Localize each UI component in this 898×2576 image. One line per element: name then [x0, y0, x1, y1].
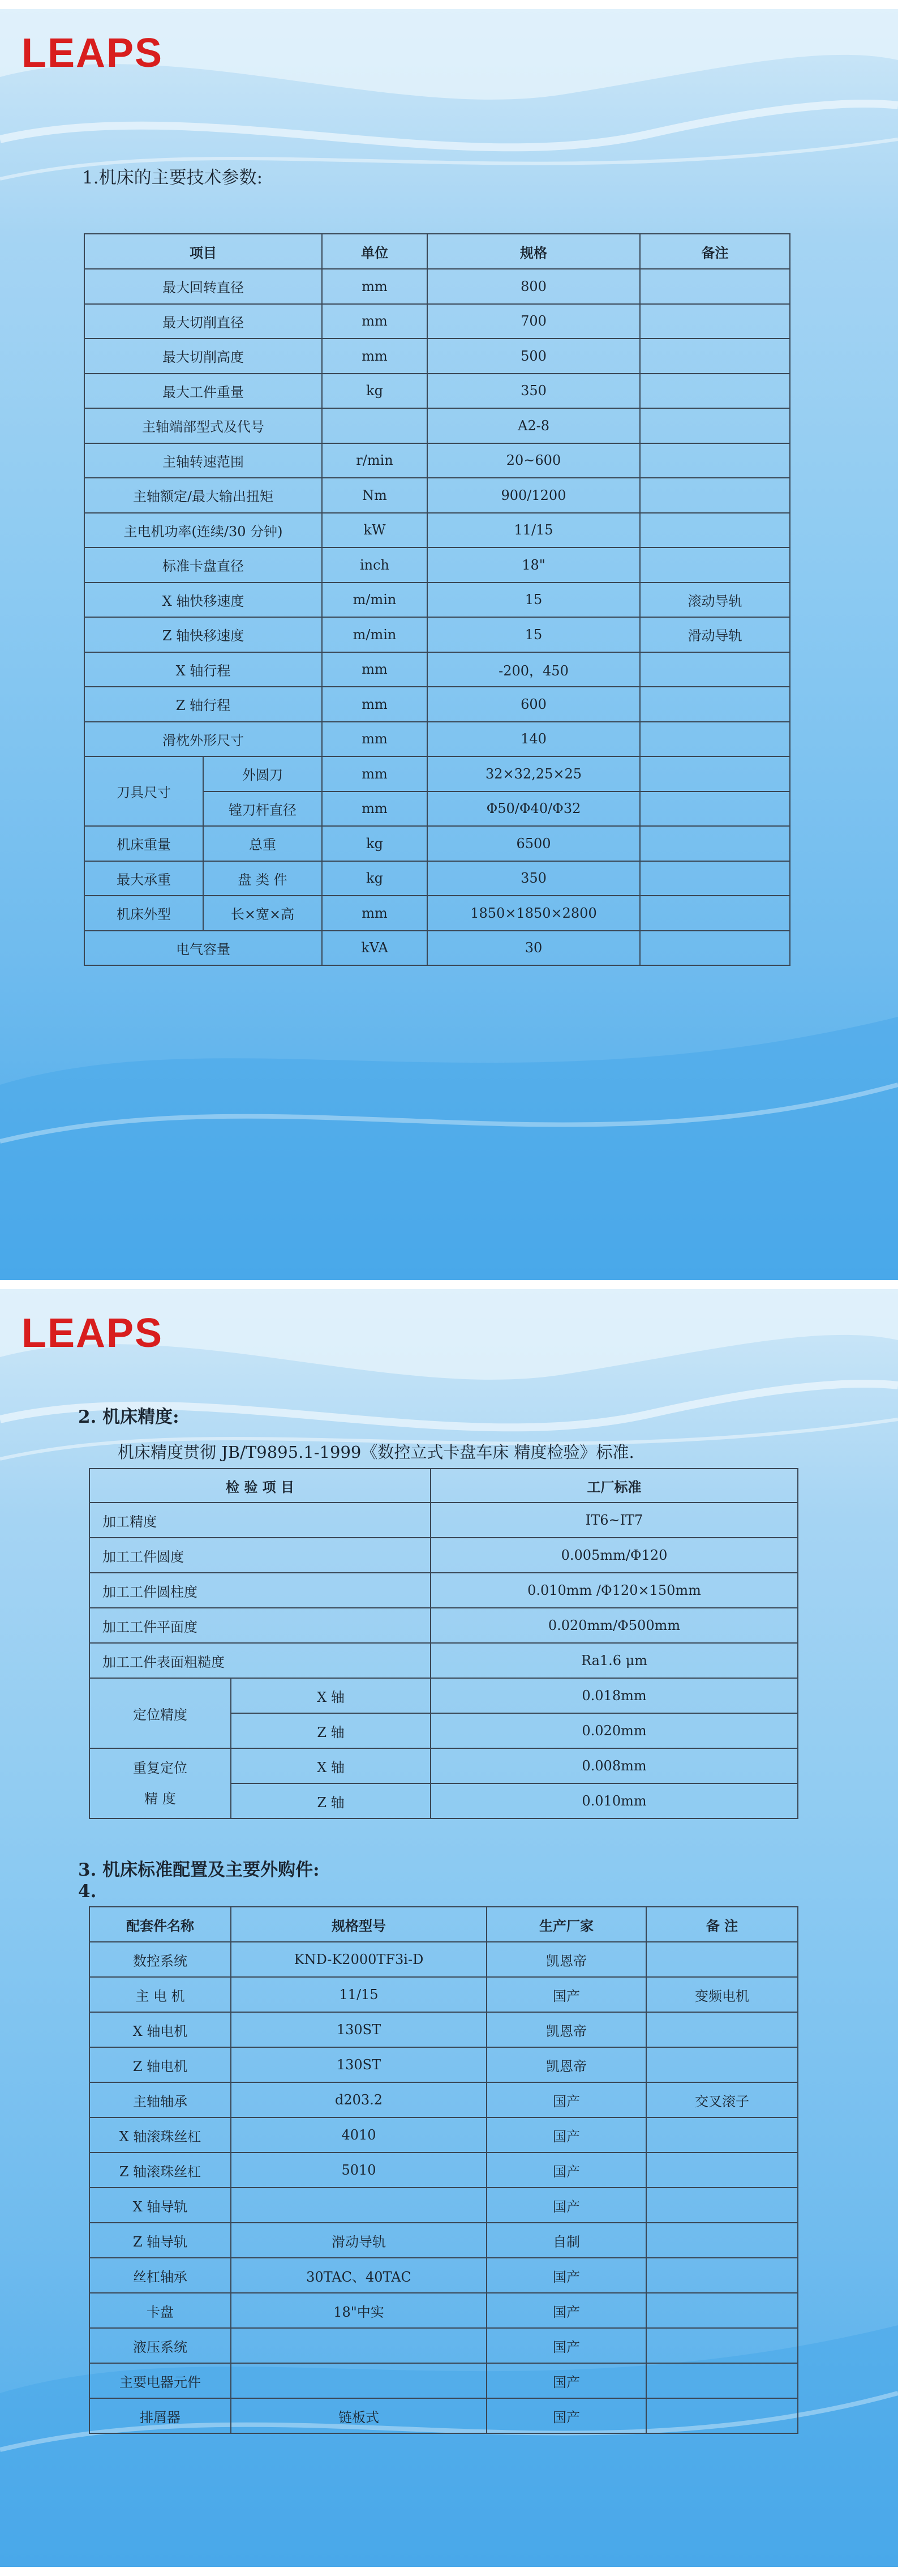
unit-cell: kg: [322, 374, 427, 409]
table-row: [89, 2012, 798, 2047]
part-name-cell: 主要电器元件: [89, 2363, 231, 2398]
item-cell: 滑枕外形尺寸: [84, 722, 322, 757]
standard-cell: 0.018mm: [431, 1678, 798, 1713]
unit-cell: inch: [322, 547, 427, 583]
unit-cell: kW: [322, 513, 427, 548]
remark-cell: [646, 2153, 798, 2188]
axis-cell: X 轴: [231, 1748, 431, 1783]
spec-cell: 600: [427, 687, 640, 722]
part-name-cell: X 轴导轨: [89, 2188, 231, 2223]
inspection-item-cell: 加工精度: [89, 1503, 431, 1538]
unit-cell: mm: [322, 339, 427, 374]
table-row: [84, 408, 790, 443]
item-cell: 最大切削高度: [84, 339, 322, 374]
standard-cell: 0.005mm/Φ120: [431, 1538, 798, 1573]
unit-cell: r/min: [322, 443, 427, 478]
accuracy-table: [89, 1468, 798, 1819]
sub-item-cell: 盘 类 件: [203, 861, 322, 896]
spec-cell: 11/15: [427, 513, 640, 548]
part-name-cell: Z 轴电机: [89, 2047, 231, 2082]
standard-cell: 0.020mm: [431, 1713, 798, 1748]
leaps-logo: [22, 31, 180, 76]
header-factory-standard: 工厂标准: [431, 1469, 798, 1503]
model-cell: 11/15: [231, 1977, 487, 2012]
spec-cell: 30: [427, 931, 640, 966]
part-name-cell: 数控系统: [89, 1942, 231, 1977]
spec-table: [84, 233, 790, 966]
table-row: [89, 1643, 798, 1678]
item-cell: 最大切削直径: [84, 304, 322, 339]
unit-cell: [322, 408, 427, 443]
remark-cell: [640, 547, 790, 583]
header-inspection-item: 检 验 项 目: [89, 1469, 431, 1503]
remark-cell: [646, 2012, 798, 2047]
spec-cell: -200，450: [427, 652, 640, 687]
table-row: [89, 2293, 798, 2328]
table-row: [84, 722, 790, 757]
remark-cell: 滑动导轨: [640, 617, 790, 652]
leaps-logo: [22, 1311, 180, 1356]
sub-item-cell: 总重: [203, 826, 322, 861]
svg-text:LEAPS: LEAPS: [22, 31, 164, 76]
table-row: [89, 2082, 798, 2117]
table-row: [89, 2398, 798, 2433]
unit-cell: mm: [322, 896, 427, 931]
section1-title: 1.机床的主要技术参数:: [82, 168, 263, 188]
item-cell: 最大工件重量: [84, 374, 322, 409]
repeat-label-line-2: 精 度: [144, 1791, 176, 1807]
model-cell: 4010: [231, 2117, 487, 2153]
remark-cell: [640, 931, 790, 966]
spec-cell: 1850×1850×2800: [427, 896, 640, 931]
standard-cell: 0.008mm: [431, 1748, 798, 1783]
remark-cell: 滚动导轨: [640, 583, 790, 618]
manufacturer-cell: 国产: [487, 2328, 646, 2363]
model-cell: d203.2: [231, 2082, 487, 2117]
part-name-cell: 丝杠轴承: [89, 2258, 231, 2293]
unit-cell: kVA: [322, 931, 427, 966]
item-cell: 机床重量: [84, 826, 203, 861]
part-name-cell: 卡盘: [89, 2293, 231, 2328]
unit-cell: mm: [322, 756, 427, 791]
component-table: [89, 1906, 798, 2434]
remark-cell: [640, 374, 790, 409]
section3-title: 3. 机床标准配置及主要外购件:: [78, 1860, 320, 1880]
item-cell: 主轴转速范围: [84, 443, 322, 478]
inspection-item-cell: 加工工件圆度: [89, 1538, 431, 1573]
unit-cell: mm: [322, 791, 427, 827]
standard-cell: 0.020mm/Φ500mm: [431, 1608, 798, 1643]
table-row: [89, 2117, 798, 2153]
model-cell: [231, 2328, 487, 2363]
unit-cell: mm: [322, 722, 427, 757]
table-row: [84, 583, 790, 618]
positioning-accuracy-label: 定位精度: [89, 1678, 231, 1748]
table-row: [84, 687, 790, 722]
item-cell: 最大回转直径: [84, 269, 322, 304]
unit-cell: Nm: [322, 478, 427, 513]
remark-cell: [640, 652, 790, 687]
item-cell: Z 轴快移速度: [84, 617, 322, 652]
part-name-cell: 主轴轴承: [89, 2082, 231, 2117]
manufacturer-cell: 国产: [487, 2293, 646, 2328]
header-spec: 规格: [427, 234, 640, 269]
table-row: [84, 304, 790, 339]
remark-cell: [640, 861, 790, 896]
header-item: 项目: [84, 234, 322, 269]
tool-size-label: 刀具尺寸: [84, 756, 203, 826]
remark-cell: [640, 443, 790, 478]
table-row: [89, 1977, 798, 2012]
table-row: [89, 1748, 798, 1783]
table-row: [89, 1538, 798, 1573]
remark-cell: 变频电机: [646, 1977, 798, 2012]
item-cell: X 轴快移速度: [84, 583, 322, 618]
model-cell: 链板式: [231, 2398, 487, 2433]
model-cell: 18"中实: [231, 2293, 487, 2328]
table-row: [84, 547, 790, 583]
spec-cell: 700: [427, 304, 640, 339]
remark-cell: [646, 2398, 798, 2433]
remark-cell: [640, 722, 790, 757]
manufacturer-cell: 凯恩帝: [487, 2047, 646, 2082]
remark-cell: [640, 304, 790, 339]
remark-cell: [640, 339, 790, 374]
table-row: [89, 2188, 798, 2223]
spec-cell: 20~600: [427, 443, 640, 478]
svg-text:LEAPS: LEAPS: [22, 1311, 164, 1356]
spec-cell: Φ50/Φ40/Φ32: [427, 791, 640, 827]
table-row: [84, 443, 790, 478]
unit-cell: mm: [322, 304, 427, 339]
table-row: [84, 896, 790, 931]
section2-title: 2. 机床精度:: [78, 1407, 179, 1427]
manufacturer-cell: 国产: [487, 1977, 646, 2012]
unit-cell: m/min: [322, 617, 427, 652]
table-row: [84, 861, 790, 896]
spec-cell: 350: [427, 374, 640, 409]
header-model: 规格型号: [231, 1907, 487, 1942]
part-name-cell: 液压系统: [89, 2328, 231, 2363]
item-cell: X 轴行程: [84, 652, 322, 687]
table-row: [89, 2363, 798, 2398]
table-row: [84, 339, 790, 374]
section3-sub: 4.: [78, 1881, 97, 1902]
spec-cell: 350: [427, 861, 640, 896]
spec-cell: 900/1200: [427, 478, 640, 513]
remark-cell: [640, 269, 790, 304]
part-name-cell: X 轴电机: [89, 2012, 231, 2047]
remark-cell: [640, 791, 790, 827]
standard-cell: 0.010mm /Φ120×150mm: [431, 1573, 798, 1608]
remark-cell: [646, 2047, 798, 2082]
manufacturer-cell: 国产: [487, 2258, 646, 2293]
part-name-cell: X 轴滚珠丝杠: [89, 2117, 231, 2153]
header-manufacturer: 生产厂家: [487, 1907, 646, 1942]
header-unit: 单位: [322, 234, 427, 269]
inspection-item-cell: 加工工件圆柱度: [89, 1573, 431, 1608]
spec-cell: 6500: [427, 826, 640, 861]
model-cell: 滑动导轨: [231, 2223, 487, 2258]
model-cell: 30TAC、40TAC: [231, 2258, 487, 2293]
manufacturer-cell: 国产: [487, 2363, 646, 2398]
remark-cell: [640, 896, 790, 931]
table-row: [84, 756, 790, 791]
spec-cell: A2-8: [427, 408, 640, 443]
remark-cell: 交叉滚子: [646, 2082, 798, 2117]
header-remark: 备 注: [646, 1907, 798, 1942]
unit-cell: kg: [322, 826, 427, 861]
axis-cell: Z 轴: [231, 1783, 431, 1818]
manufacturer-cell: 国产: [487, 2082, 646, 2117]
remark-cell: [646, 2117, 798, 2153]
standard-cell: Ra1.6 μm: [431, 1643, 798, 1678]
item-cell: 主轴额定/最大输出扭矩: [84, 478, 322, 513]
section2-note: 机床精度贯彻 JB/T9895.1-1999《数控立式卡盘车床 精度检验》标准.: [118, 1443, 634, 1462]
table-row: [84, 478, 790, 513]
table-row: [89, 1678, 798, 1713]
standard-cell: IT6~IT7: [431, 1503, 798, 1538]
table-row: [84, 931, 790, 966]
table-row: [84, 826, 790, 861]
table-row: [89, 1608, 798, 1643]
spec-cell: 15: [427, 583, 640, 618]
spec-cell: 140: [427, 722, 640, 757]
sub-item-cell: 长×宽×高: [203, 896, 322, 931]
model-cell: [231, 2188, 487, 2223]
page-2: [0, 1289, 898, 2567]
table-row: [84, 513, 790, 548]
table-row: [84, 269, 790, 304]
standard-cell: 0.010mm: [431, 1783, 798, 1818]
spec-cell: 18": [427, 547, 640, 583]
remark-cell: [646, 2188, 798, 2223]
unit-cell: m/min: [322, 583, 427, 618]
table-row: [89, 1573, 798, 1608]
model-cell: KND-K2000TF3i-D: [231, 1942, 487, 1977]
manufacturer-cell: 凯恩帝: [487, 1942, 646, 1977]
part-name-cell: 主 电 机: [89, 1977, 231, 2012]
model-cell: [231, 2363, 487, 2398]
table-row: [89, 2047, 798, 2082]
manufacturer-cell: 国产: [487, 2398, 646, 2433]
page-1: [0, 9, 898, 1280]
model-cell: 130ST: [231, 2047, 487, 2082]
axis-cell: X 轴: [231, 1678, 431, 1713]
manufacturer-cell: 自制: [487, 2223, 646, 2258]
unit-cell: kg: [322, 861, 427, 896]
manufacturer-cell: 国产: [487, 2188, 646, 2223]
table-row: [89, 1942, 798, 1977]
remark-cell: [646, 2363, 798, 2398]
remark-cell: [640, 408, 790, 443]
remark-cell: [646, 2293, 798, 2328]
spec-cell: 800: [427, 269, 640, 304]
table-row: [89, 2223, 798, 2258]
part-name-cell: Z 轴导轨: [89, 2223, 231, 2258]
table-row: [89, 2258, 798, 2293]
manufacturer-cell: 国产: [487, 2117, 646, 2153]
manufacturer-cell: 国产: [487, 2153, 646, 2188]
unit-cell: mm: [322, 652, 427, 687]
remark-cell: [640, 687, 790, 722]
item-cell: 主电机功率(连续/30 分钟): [84, 513, 322, 548]
inspection-item-cell: 加工工件平面度: [89, 1608, 431, 1643]
item-cell: Z 轴行程: [84, 687, 322, 722]
manufacturer-cell: 凯恩帝: [487, 2012, 646, 2047]
table-row: [89, 2153, 798, 2188]
item-cell: 最大承重: [84, 861, 203, 896]
item-cell: 电气容量: [84, 931, 322, 966]
tool-item-cell: 外圆刀: [203, 756, 322, 791]
remark-cell: [646, 2223, 798, 2258]
model-cell: 130ST: [231, 2012, 487, 2047]
repeat-positioning-label: [89, 1748, 231, 1818]
header-part-name: 配套件名称: [89, 1907, 231, 1942]
spec-cell: 32×32,25×25: [427, 756, 640, 791]
spec-cell: 15: [427, 617, 640, 652]
remark-cell: [640, 478, 790, 513]
table-row: [84, 374, 790, 409]
model-cell: 5010: [231, 2153, 487, 2188]
spec-cell: 500: [427, 339, 640, 374]
tool-item-cell: 镗刀杆直径: [203, 791, 322, 827]
remark-cell: [646, 1942, 798, 1977]
item-cell: 主轴端部型式及代号: [84, 408, 322, 443]
item-cell: 标准卡盘直径: [84, 547, 322, 583]
table-row: [84, 617, 790, 652]
header-remark: 备注: [640, 234, 790, 269]
remark-cell: [646, 2258, 798, 2293]
table-row: [89, 1503, 798, 1538]
repeat-label-line-1: 重复定位: [133, 1760, 187, 1776]
item-cell: 机床外型: [84, 896, 203, 931]
remark-cell: [640, 826, 790, 861]
unit-cell: mm: [322, 269, 427, 304]
remark-cell: [646, 2328, 798, 2363]
remark-cell: [640, 513, 790, 548]
inspection-item-cell: 加工工件表面粗糙度: [89, 1643, 431, 1678]
table-row: [84, 652, 790, 687]
remark-cell: [640, 756, 790, 791]
part-name-cell: 排屑器: [89, 2398, 231, 2433]
unit-cell: mm: [322, 687, 427, 722]
table-row: [89, 2328, 798, 2363]
part-name-cell: Z 轴滚珠丝杠: [89, 2153, 231, 2188]
axis-cell: Z 轴: [231, 1713, 431, 1748]
